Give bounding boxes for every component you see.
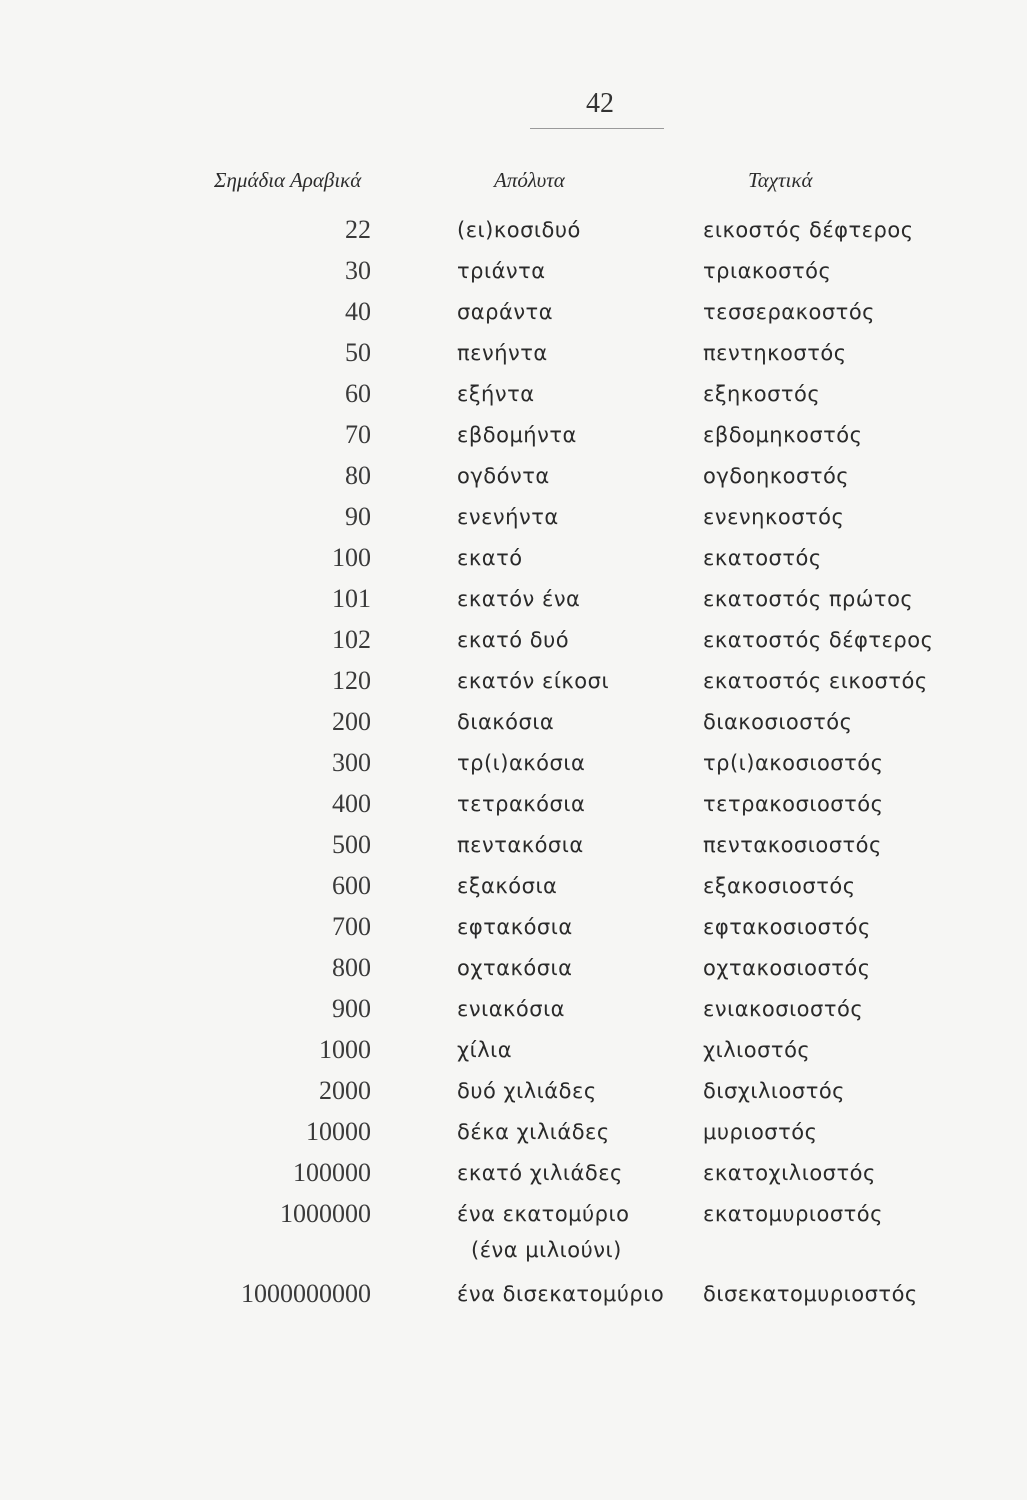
digits-cell: 700 (332, 912, 371, 941)
ordinal-cell: πεντακοσιοστός (703, 833, 882, 857)
cardinal-cell: οχτακόσια (457, 956, 573, 980)
digits-cell: 800 (332, 953, 371, 982)
cardinal-cell: τετρακόσια (457, 792, 586, 816)
numbers-table (0, 214, 1027, 1319)
ordinal-cell: εξακοσιοστός (703, 874, 856, 898)
header-cardinal: Απόλυτα (494, 168, 565, 192)
cardinal-cell: πεντακόσια (457, 833, 584, 857)
digits-cell: 200 (332, 707, 371, 736)
cardinal-cell (457, 1198, 629, 1266)
ordinal-cell: εκατοστός (703, 546, 822, 570)
table-row (0, 337, 1027, 378)
digits-cell: 100000 (293, 1158, 371, 1187)
ordinal-cell: δισεκατομυριοστός (703, 1282, 918, 1306)
digits-cell: 300 (332, 748, 371, 777)
cardinal-cell: δέκα χιλιάδες (457, 1120, 610, 1144)
table-row (0, 1157, 1027, 1198)
cardinal-cell: εκατόν ένα (457, 587, 581, 611)
ordinal-cell: τριακοστός (703, 259, 832, 283)
table-row (0, 952, 1027, 993)
ordinal-cell: ογδοηκοστός (703, 464, 850, 488)
digits-cell: 40 (345, 297, 371, 326)
cardinal-cell: ένα δισεκατομύριο (457, 1282, 665, 1306)
cardinal-cell: εφτακόσια (457, 915, 573, 939)
ordinal-cell: χιλιοστός (703, 1038, 811, 1062)
digits-cell: 50 (345, 338, 371, 367)
ordinal-cell: μυριοστός (703, 1120, 818, 1144)
cardinal-cell: εβδομήντα (457, 423, 577, 447)
table-row (0, 214, 1027, 255)
table-row (0, 747, 1027, 788)
header-ordinal: Ταχτικά (748, 168, 813, 192)
table-row (0, 624, 1027, 665)
cardinal-cell: τρ(ι)ακόσια (457, 751, 586, 775)
digits-cell: 100 (332, 543, 371, 572)
cardinal-cell: ενιακόσια (457, 997, 566, 1021)
digits-cell: 1000000000 (241, 1279, 371, 1308)
digits-cell: 400 (332, 789, 371, 818)
ordinal-cell: εβδομηκοστός (703, 423, 863, 447)
ordinal-cell: εκατοστός εικοστός (703, 669, 928, 693)
table-row (0, 829, 1027, 870)
table-row (0, 911, 1027, 952)
digits-cell: 90 (345, 502, 371, 531)
cardinal-cell: εξήντα (457, 382, 535, 406)
header-arabic-digits: Σημάδια Αραβικά (214, 168, 362, 192)
digits-cell: 60 (345, 379, 371, 408)
table-row (0, 378, 1027, 419)
cardinal-alternative-text: (ένα μιλιούνι) (471, 1238, 622, 1262)
cardinal-cell: χίλια (457, 1038, 513, 1062)
table-row (0, 1075, 1027, 1116)
cardinal-cell: ογδόντα (457, 464, 550, 488)
digits-cell: 30 (345, 256, 371, 285)
digits-cell: 80 (345, 461, 371, 490)
digits-cell: 1000 (319, 1035, 371, 1064)
page-number-rule (530, 128, 664, 129)
cardinal-cell: εξακόσια (457, 874, 558, 898)
ordinal-cell: εξηκοστός (703, 382, 821, 406)
ordinal-cell: τρ(ι)ακοσιοστός (703, 751, 884, 775)
digits-cell: 70 (345, 420, 371, 449)
cardinal-cell: εκατό χιλιάδες (457, 1161, 623, 1185)
table-row (0, 542, 1027, 583)
table-row (0, 460, 1027, 501)
ordinal-cell: εκατοστός δέφτερος (703, 628, 934, 652)
table-row (0, 1116, 1027, 1157)
ordinal-cell: διακοσιοστός (703, 710, 853, 734)
ordinal-cell: εκατοχιλιοστός (703, 1161, 876, 1185)
digits-cell: 2000 (319, 1076, 371, 1105)
digits-cell: 10000 (306, 1117, 371, 1146)
cardinal-cell: ενενήντα (457, 505, 559, 529)
digits-cell: 102 (332, 625, 371, 654)
ordinal-cell: τεσσερακοστός (703, 300, 875, 324)
digits-cell: 500 (332, 830, 371, 859)
cardinal-cell: διακόσια (457, 710, 555, 734)
ordinal-cell: δισχιλιοστός (703, 1079, 846, 1103)
table-row (0, 706, 1027, 747)
cardinal-cell: τριάντα (457, 259, 546, 283)
cardinal-cell: εκατό (457, 546, 523, 570)
cardinal-cell: εκατό δυό (457, 628, 570, 652)
table-row (0, 665, 1027, 706)
ordinal-cell: εικοστός δέφτερος (703, 218, 914, 242)
table-row (0, 1278, 1027, 1319)
digits-cell: 1000000 (280, 1199, 371, 1228)
ordinal-cell: ενιακοσιοστός (703, 997, 864, 1021)
ordinal-cell: εφτακοσιοστός (703, 915, 871, 939)
table-row (0, 1198, 1027, 1278)
cardinal-cell: εκατόν είκοσι (457, 669, 610, 693)
cardinal-cell: (ει)κοσιδυό (457, 218, 581, 242)
table-row (0, 296, 1027, 337)
digits-cell: 600 (332, 871, 371, 900)
table-row (0, 993, 1027, 1034)
table-row (0, 255, 1027, 296)
ordinal-cell: εκατομυριοστός (703, 1202, 883, 1226)
digits-cell: 120 (332, 666, 371, 695)
ordinal-cell: πεντηκοστός (703, 341, 847, 365)
cardinal-cell: πενήντα (457, 341, 548, 365)
ordinal-cell: οχτακοσιοστός (703, 956, 871, 980)
cardinal-main-text: ένα εκατομύριο (457, 1202, 630, 1226)
ordinal-cell: ενενηκοστός (703, 505, 845, 529)
table-row (0, 583, 1027, 624)
digits-cell: 22 (345, 215, 371, 244)
ordinal-cell: τετρακοσιοστός (703, 792, 884, 816)
cardinal-cell: σαράντα (457, 300, 554, 324)
digits-cell: 101 (332, 584, 371, 613)
table-row (0, 788, 1027, 829)
table-row (0, 1034, 1027, 1075)
ordinal-cell: εκατοστός πρώτος (703, 587, 914, 611)
table-row (0, 419, 1027, 460)
table-row (0, 870, 1027, 911)
cardinal-cell: δυό χιλιάδες (457, 1079, 597, 1103)
digits-cell: 900 (332, 994, 371, 1023)
page-number: 42 (586, 88, 614, 119)
table-row (0, 501, 1027, 542)
